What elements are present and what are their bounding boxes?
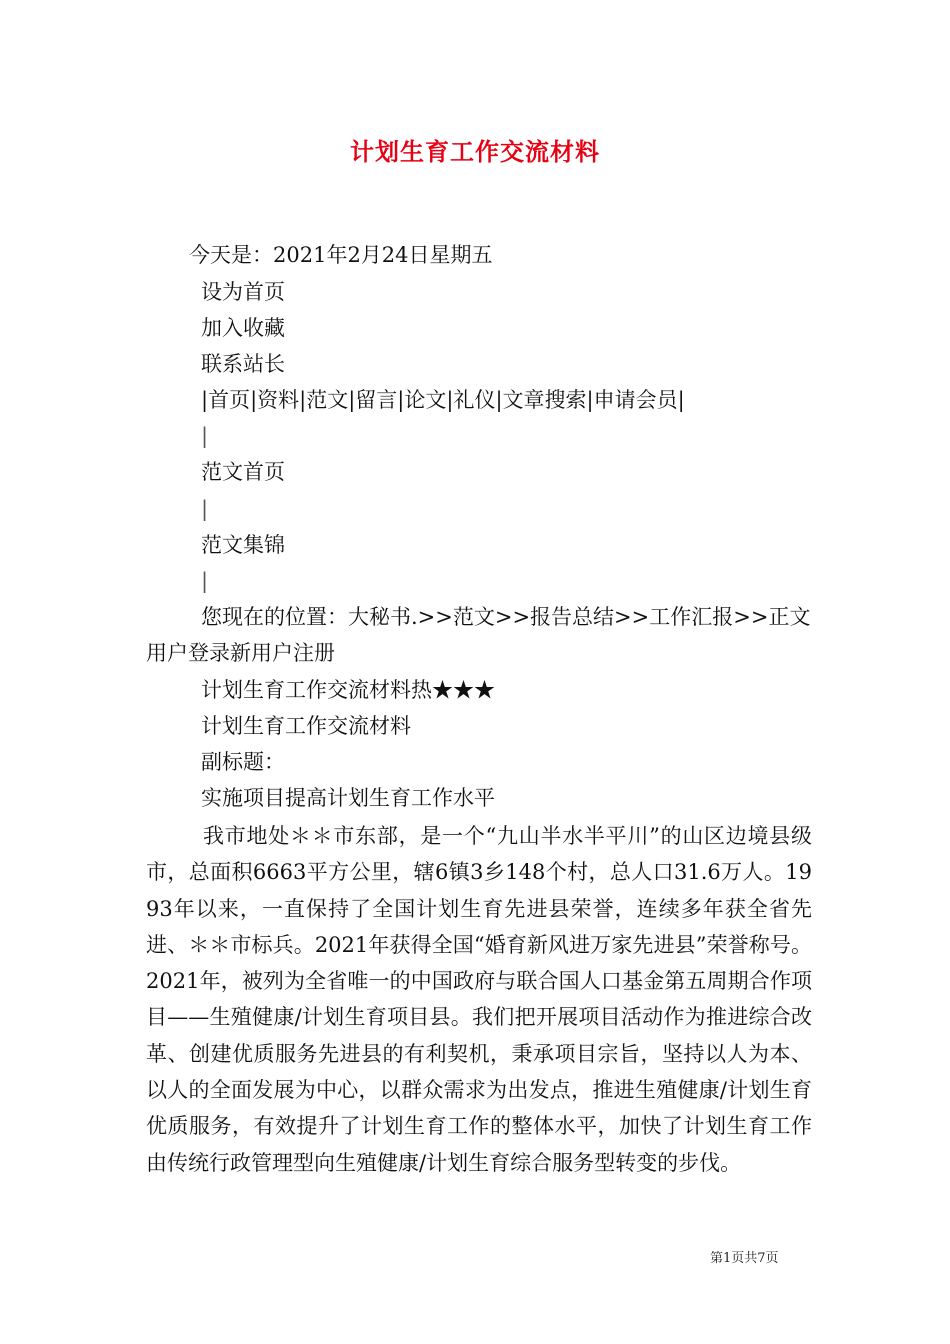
login-register-links[interactable]: 用户登录新用户注册	[146, 641, 335, 665]
subtitle-text: 实施项目提高计划生育工作水平	[201, 786, 495, 810]
subtitle-label: 副标题：	[201, 750, 285, 774]
nav-menu[interactable]: |首页|资料|范文|留言|论文|礼仪|文章搜索|申请会员|	[201, 388, 685, 412]
separator: |	[201, 424, 209, 448]
fanwen-collection-link[interactable]: 范文集锦	[201, 533, 285, 557]
fanwen-home-link[interactable]: 范文首页	[201, 460, 285, 484]
article-title: 计划生育工作交流材料	[201, 714, 411, 738]
date-line: 今天是：2021年2月24日星期五	[189, 243, 493, 267]
separator: |	[201, 569, 209, 593]
separator: |	[201, 497, 209, 521]
contact-link[interactable]: 联系站长	[201, 352, 285, 376]
page-footer: 第1页共7页	[710, 1251, 779, 1266]
add-favorite-link[interactable]: 加入收藏	[201, 316, 285, 340]
body-paragraph: 我市地处＊＊市东部，是一个“九山半水半平川”的山区边境县级市，总面积6663平方公里，辖6镇3乡148个村，总人口31.6万人。1993年以来，一直保持了全国计划生育先进县荣誉，连续多年获全省先进、＊＊市标兵。2021年获得全国“婚育新风进万家先进县”荣誉称号。2021年，被列为全省唯一的中国政府与联合国人口基金第五周期合作项目——生殖健康/计划生育项目县。我们把开展项目活动作为推进综合改革、创建优质服务先进县的有利契机，秉承项目宗旨，坚持以人为本、以人的全面发展为中心，以群众需求为出发点，推进生殖健康/计划生育优质服务，有效提升了计划生育工作的整体水平，加快了计划生育工作由传统行政管理型向生殖健康/计划生育综合服务型转变的步伐。	[146, 824, 812, 1175]
article-heading-hot: 计划生育工作交流材料热★★★	[201, 678, 495, 702]
set-home-link[interactable]: 设为首页	[201, 280, 285, 304]
document-title: 计划生育工作交流材料	[350, 137, 600, 166]
breadcrumb: 您现在的位置：大秘书.>>范文>>报告总结>>工作汇报>>正文	[201, 605, 811, 629]
